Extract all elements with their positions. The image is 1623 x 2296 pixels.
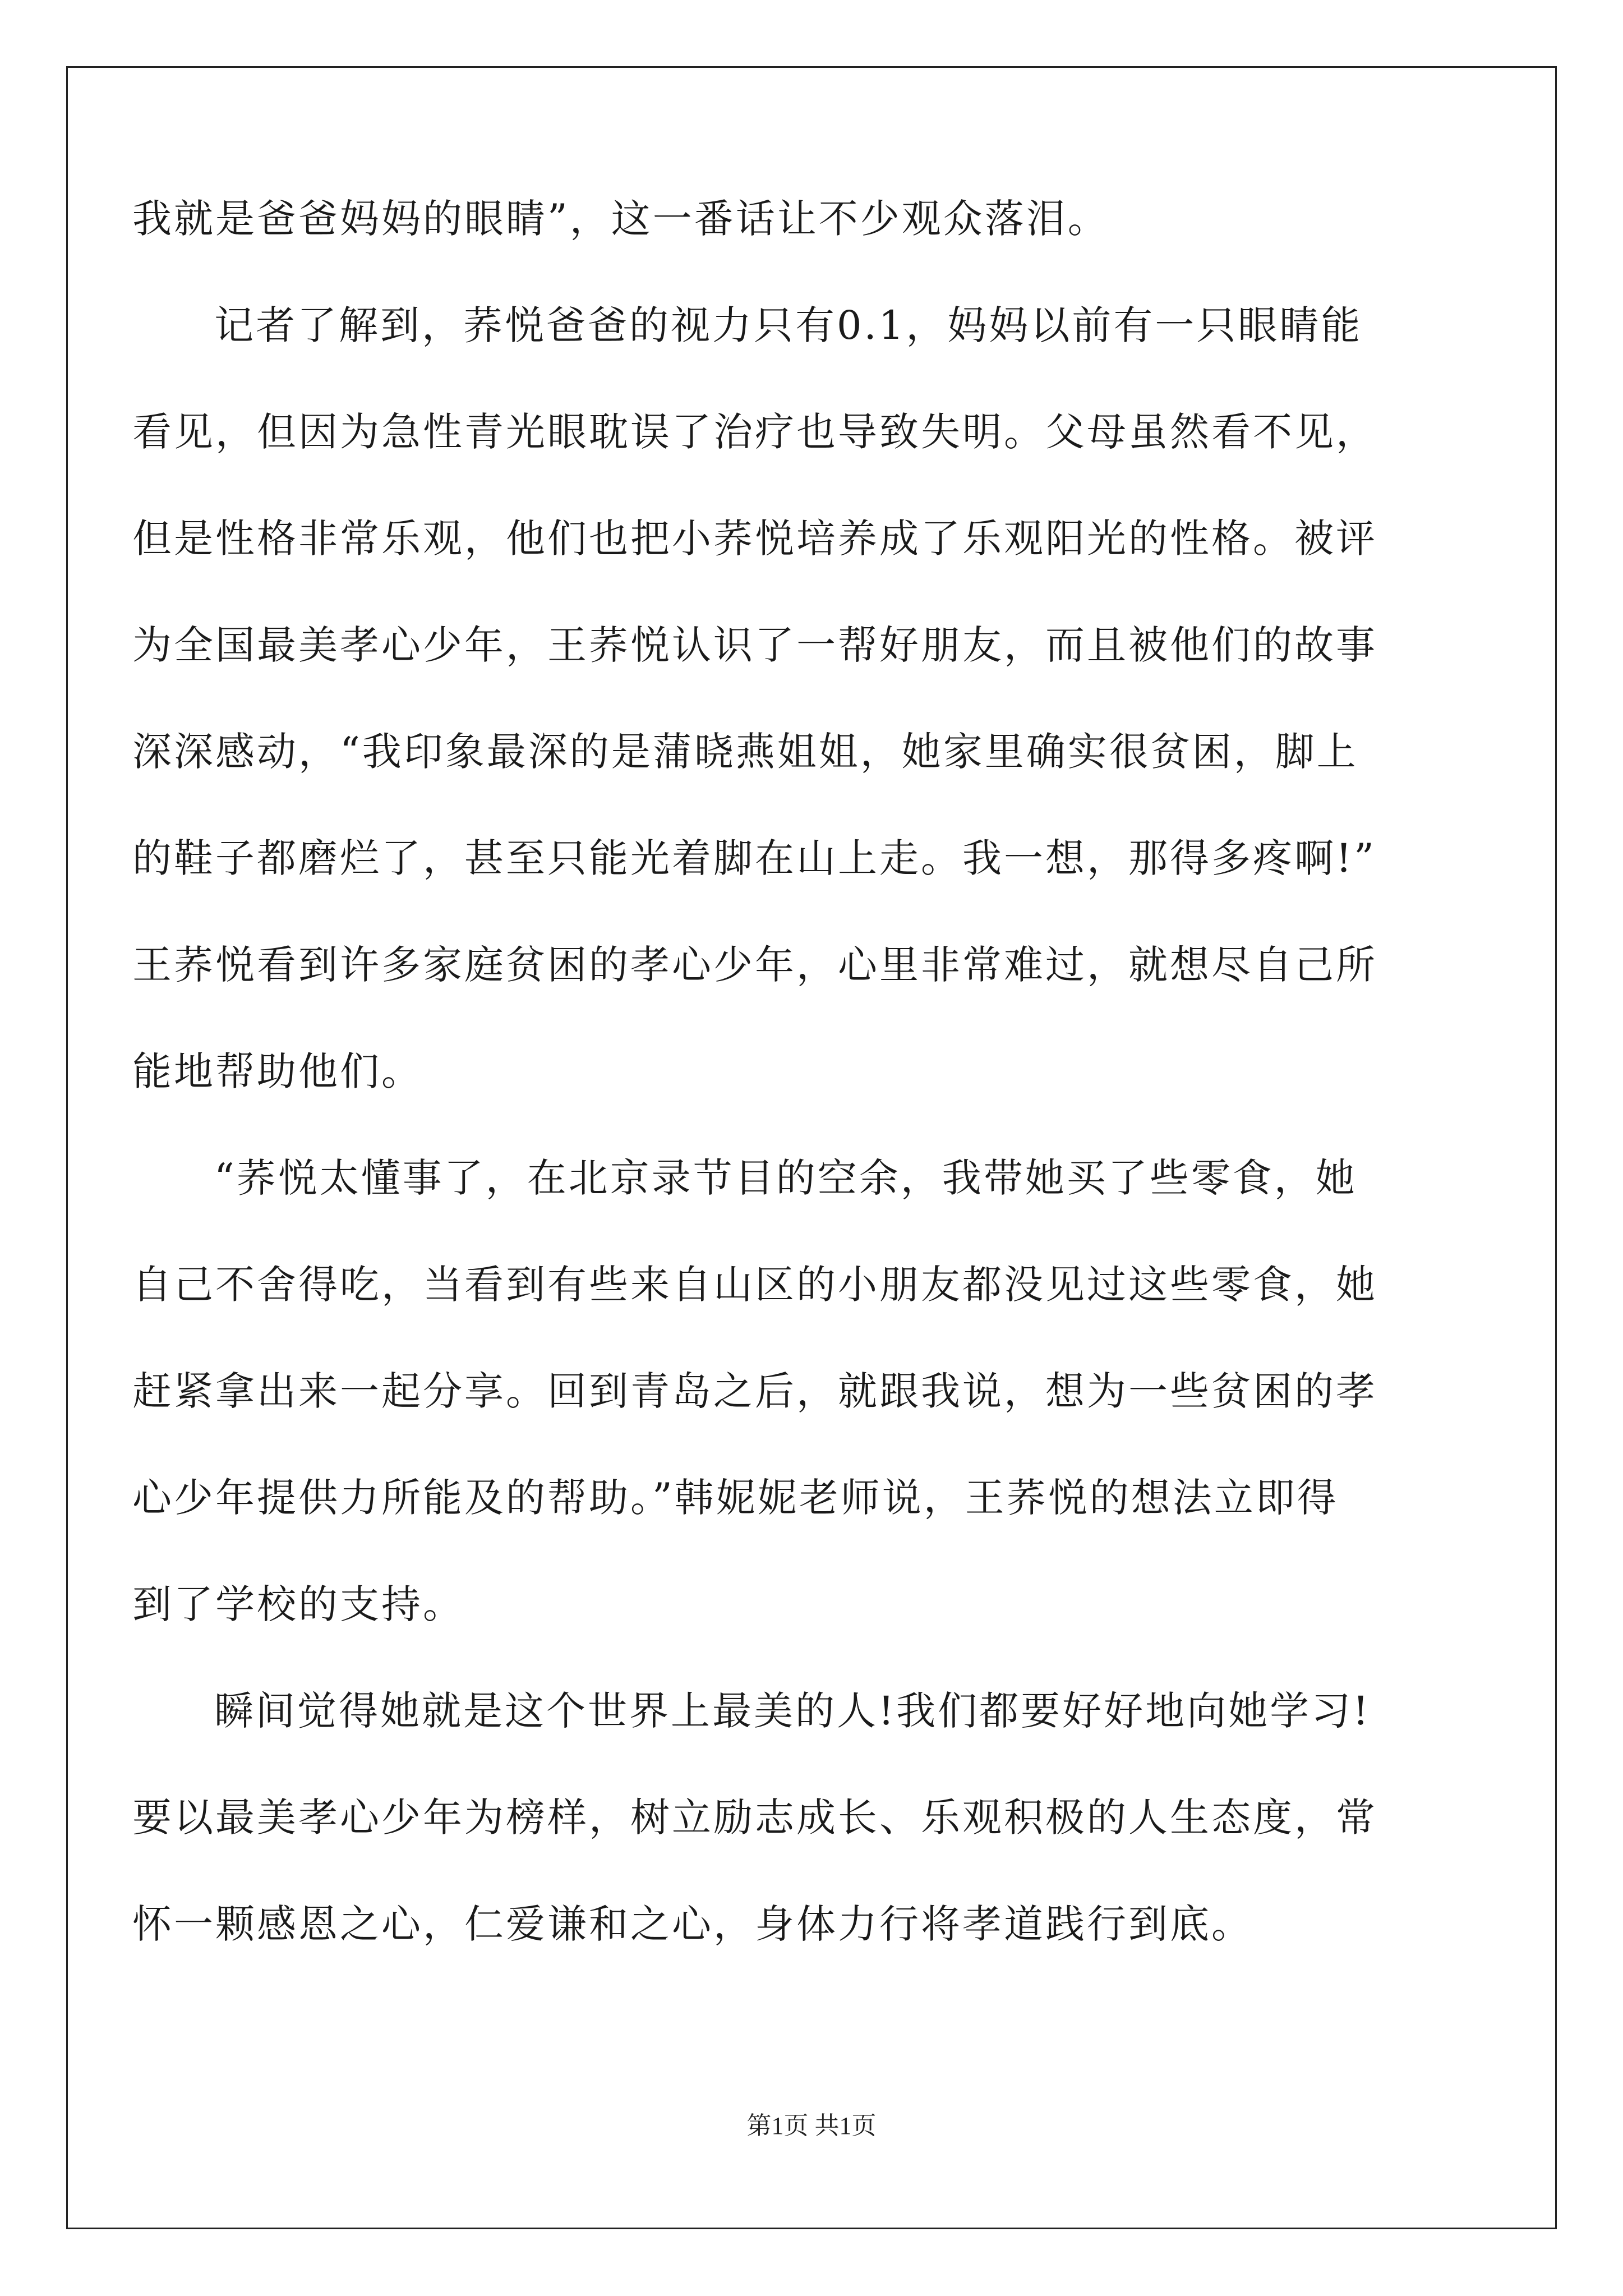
paragraph-start-line: 记者了解到，荞悦爸爸的视力只有0.1，妈妈以前有一只眼睛能 [214, 302, 1363, 348]
text-line: 看见，但因为急性青光眼耽误了治疗也导致失明。父母虽然看不见， [132, 409, 1377, 455]
text-line: 但是性格非常乐观，他们也把小荞悦培养成了乐观阳光的性格。被评 [132, 516, 1377, 562]
text-line: 能地帮助他们。 [132, 1048, 423, 1094]
text-line: 深深感动，“我印象最深的是蒲晓燕姐姐，她家里确实很贫困，脚上 [132, 729, 1358, 775]
page-number-footer: 第1页 共1页 [746, 2112, 877, 2139]
text-line: 到了学校的支持。 [132, 1581, 464, 1627]
text-line: 我就是爸爸妈妈的眼睛”，这一番话让不少观众落泪。 [132, 196, 1109, 242]
text-line: 的鞋子都磨烂了，甚至只能光着脚在山上走。我一想，那得多疼啊!” [132, 835, 1376, 881]
text-line: 自己不舍得吃，当看到有些来自山区的小朋友都没见过这些零食，她 [132, 1262, 1377, 1308]
text-line: 要以最美孝心少年为榜样，树立励志成长、乐观积极的人生态度，常 [132, 1795, 1377, 1841]
paragraph-start-line: 瞬间觉得她就是这个世界上最美的人!我们都要好好地向她学习! [214, 1688, 1371, 1734]
text-line: 怀一颗感恩之心，仁爱谦和之心，身体力行将孝道践行到底。 [132, 1901, 1253, 1947]
text-line: 为全国最美孝心少年，王荞悦认识了一帮好朋友，而且被他们的故事 [132, 622, 1377, 668]
text-line: 王荞悦看到许多家庭贫困的孝心少年，心里非常难过，就想尽自己所 [132, 942, 1377, 988]
text-line: 心少年提供力所能及的帮助。”韩妮妮老师说，王荞悦的想法立即得 [132, 1475, 1339, 1521]
text-line: 赶紧拿出来一起分享。回到青岛之后，就跟我说，想为一些贫困的孝 [132, 1368, 1377, 1414]
paragraph-start-line: “荞悦太懂事了，在北京录节目的空余，我带她买了些零食，她 [214, 1155, 1357, 1201]
